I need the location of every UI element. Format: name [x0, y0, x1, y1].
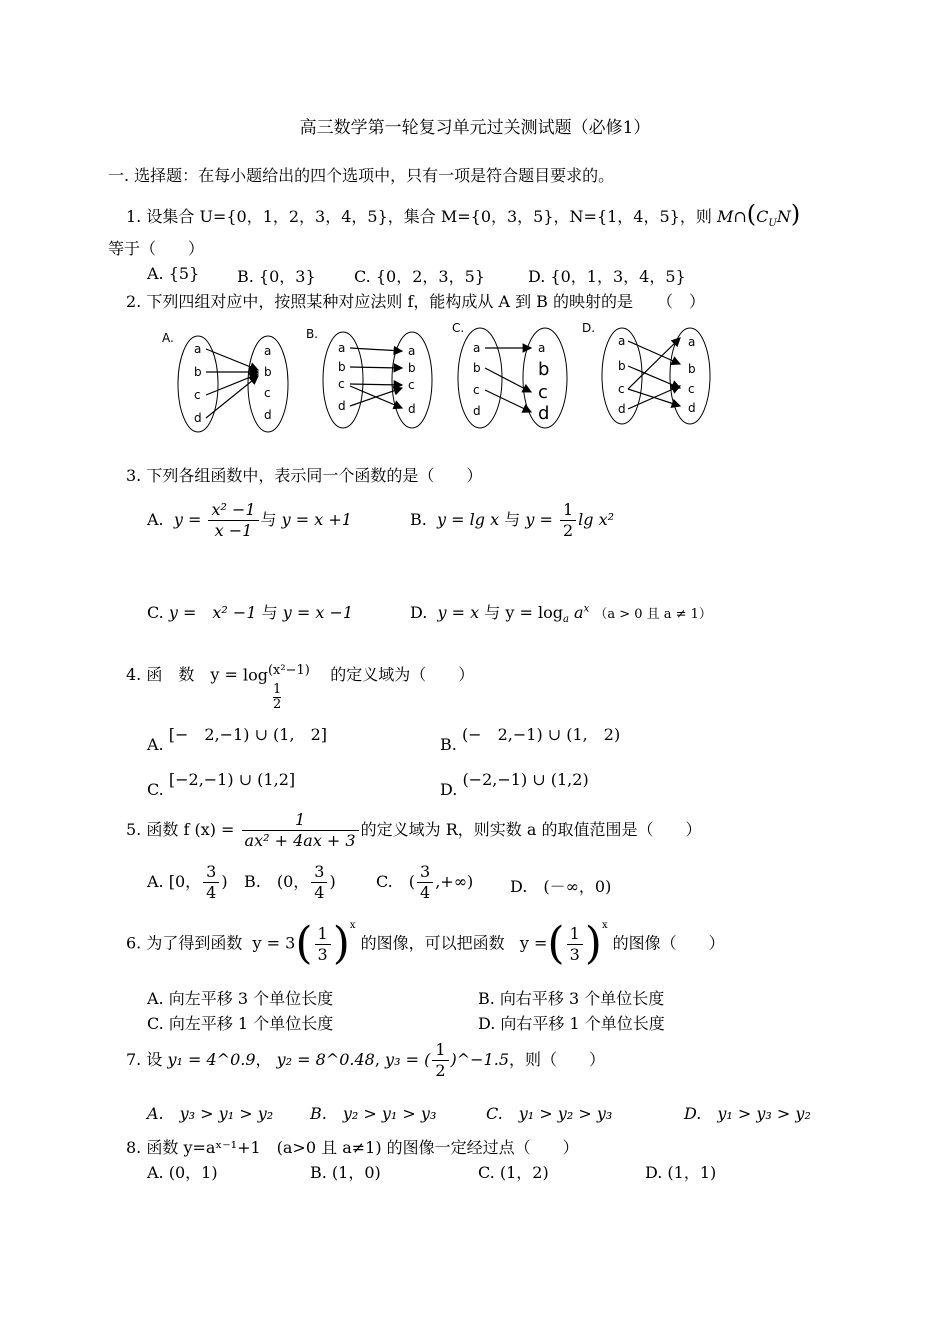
question-3-option-d[interactable]: D. y = x 与 $y = \log_a a^x$ （a > 0 且 a ≠ 1）: [410, 603, 712, 626]
page-title: 高三数学第一轮复习单元过关测试题（必修1）: [299, 118, 651, 138]
diagram-d-b2: b: [688, 362, 696, 376]
question-5-option-d[interactable]: D. (－∞，0): [510, 877, 612, 896]
question-6-option-b[interactable]: B. 向右平移 3 个单位长度: [478, 989, 665, 1008]
question-4-option-b[interactable]: B. (− 2,−1) ∪ (1, 2): [440, 725, 621, 754]
question-1-option-c[interactable]: C. {0，2，3，5}: [354, 267, 485, 286]
question-4-stem: 4. 函 数 $y = \log^{(x^2-1)}$ 1 2 的定义域为（ ）: [126, 662, 475, 712]
q4-log-base: 1 2: [272, 681, 282, 712]
diagram-b-a2: a: [408, 344, 416, 358]
mapping-arrows: [206, 338, 680, 418]
question-1-option-b[interactable]: B. {0，3}: [237, 267, 316, 286]
q5-fraction: $\frac{1}{\text{ax² + 4ax + 3}}$: [242, 810, 359, 851]
question-8-stem: 8. 函数 y=aˣ⁻¹+1 (a>0 且 a≠1) 的图像一定经过点（ ）: [126, 1138, 579, 1157]
question-7-option-c[interactable]: C. y₁ > y₂ > y₃: [486, 1104, 613, 1123]
diagram-d-a: a: [618, 334, 626, 348]
diagram-b-d: d: [338, 399, 346, 413]
diagram-a-c2: c: [264, 386, 271, 400]
question-3-option-b[interactable]: B. y = lg x 与 y = $\frac{1}{2}$ lg x²: [410, 500, 615, 540]
question-8-option-a[interactable]: A. (0，1): [147, 1163, 218, 1182]
question-4-option-a[interactable]: A. [− 2,−1) ∪ (1, 2]: [147, 725, 327, 754]
diagram-d-label: D.: [582, 321, 596, 335]
question-5-option-b[interactable]: B. (0， $\frac{3}{4}$ ): [244, 862, 336, 902]
diagram-d-c2: c: [688, 382, 695, 396]
question-1-option-a[interactable]: A. {5}: [147, 264, 200, 283]
diagram-d-a2: a: [688, 335, 696, 349]
q3-b-fraction: $\frac{1}{2}$: [560, 500, 576, 541]
diagram-b-d2: d: [408, 402, 416, 416]
question-8-option-c[interactable]: C. (1，2): [478, 1163, 549, 1182]
question-3-option-a[interactable]: A. y = $\frac{\text{x² −1}}{x -1}$ 与 y = x +1: [147, 500, 352, 540]
diagram-a-d2: d: [264, 408, 272, 422]
question-1-tail: 等于（ ）: [108, 239, 205, 258]
diagram-a-b: b: [194, 365, 202, 379]
question-4-option-c[interactable]: C. [−2,−1) ∪ (1,2]: [147, 770, 296, 799]
diagram-c-b2: b: [538, 359, 550, 380]
diagram-c-c2: c: [538, 382, 548, 403]
mapping-diagrams: [150, 316, 730, 436]
question-6-option-c[interactable]: C. 向左平移 1 个单位长度: [147, 1014, 334, 1033]
diagram-a-c: c: [194, 388, 201, 402]
question-5-stem: 5. 函数 f (x) = $\frac{1}{\text{ax² + 4ax + 3}}$ 的定义域为 R，则实数 a 的取值范围是（ ）: [126, 810, 702, 850]
diagram-b-c: c: [338, 377, 345, 391]
diagram-d-d2: d: [688, 401, 696, 415]
diagram-a-b2: b: [264, 365, 272, 379]
diagram-c-a2: a: [538, 341, 546, 355]
diagram-a-d: d: [194, 411, 202, 425]
diagram-b-b2: b: [408, 361, 416, 375]
diagram-b-a: a: [338, 341, 346, 355]
diagram-c-d2: d: [538, 403, 550, 424]
diagram-c-label: C.: [452, 321, 465, 335]
question-8-option-b[interactable]: B. (1，0): [310, 1163, 381, 1182]
diagram-c-a: a: [473, 341, 481, 355]
diagram-c-c: c: [473, 383, 480, 397]
question-3-option-c[interactable]: C. y = x² −1 与 y = x −1: [147, 603, 354, 622]
diagram-a-label: A.: [162, 331, 174, 345]
question-7-stem: 7. 设 y₁ = 4^0.9， y₂ = 8^0.48, y₃ = ( $\frac{1}{2}$ )^−1.5，则（ ）: [126, 1040, 606, 1080]
question-5-option-a[interactable]: A. [0， $\frac{3}{4}$ ): [147, 862, 228, 902]
question-7-option-b[interactable]: B. y₂ > y₁ > y₃: [310, 1104, 437, 1123]
diagram-c-d: d: [473, 404, 481, 418]
question-6-option-a[interactable]: A. 向左平移 3 个单位长度: [147, 989, 334, 1008]
diagram-d-b: b: [618, 359, 626, 373]
question-4-option-d[interactable]: D. (−2,−1) ∪ (1,2): [440, 770, 589, 799]
question-6-option-d[interactable]: D. 向右平移 1 个单位长度: [478, 1014, 665, 1033]
diagram-b-b: b: [338, 360, 346, 374]
q3-a-fraction: $\frac{\text{x² −1}}{x -1}$: [208, 500, 258, 541]
diagram-c-b: b: [473, 361, 481, 375]
question-7-option-a[interactable]: A. y₃ > y₁ > y₂: [147, 1104, 274, 1123]
question-8-option-d[interactable]: D. (1，1): [645, 1163, 717, 1182]
question-7-option-d[interactable]: D. y₁ > y₃ > y₂: [684, 1104, 811, 1123]
diagram-a-a: a: [194, 342, 202, 356]
diagram-d-d: d: [618, 402, 626, 416]
diagram-a-a2: a: [264, 344, 272, 358]
section-heading: 一. 选择题：在每小题给出的四个选项中，只有一项是符合题目要求的。: [108, 166, 615, 185]
diagram-d-c: c: [618, 382, 625, 396]
diagram-b-label: B.: [306, 327, 319, 341]
question-5-option-c[interactable]: C. ( $\frac{3}{4}$ ,+∞): [376, 862, 474, 902]
question-3-stem: 3. 下列各组函数中，表示同一个函数的是（ ）: [126, 466, 483, 485]
question-1-stem: 1. 设集合 U={0，1，2，3，4，5}，集合 M={0，3，5}，N={1，4，5}，则 $M\cap(C_UN)$: [126, 200, 801, 230]
question-1-option-d[interactable]: D. {0，1，3，4，5}: [528, 267, 686, 286]
question-2-stem: 2. 下列四组对应中，按照某种对应法则 f，能构成从 A 到 B 的映射的是 （ ）: [126, 292, 706, 311]
question-6-stem: 6. 为了得到函数 y = 3( $\frac{1}{3}$ )$^x$ 的图像，可以把函数 y =( $\frac{1}{3}$ )$^x$ 的图像（ ）: [126, 918, 725, 969]
diagram-b-c2: c: [408, 378, 415, 392]
